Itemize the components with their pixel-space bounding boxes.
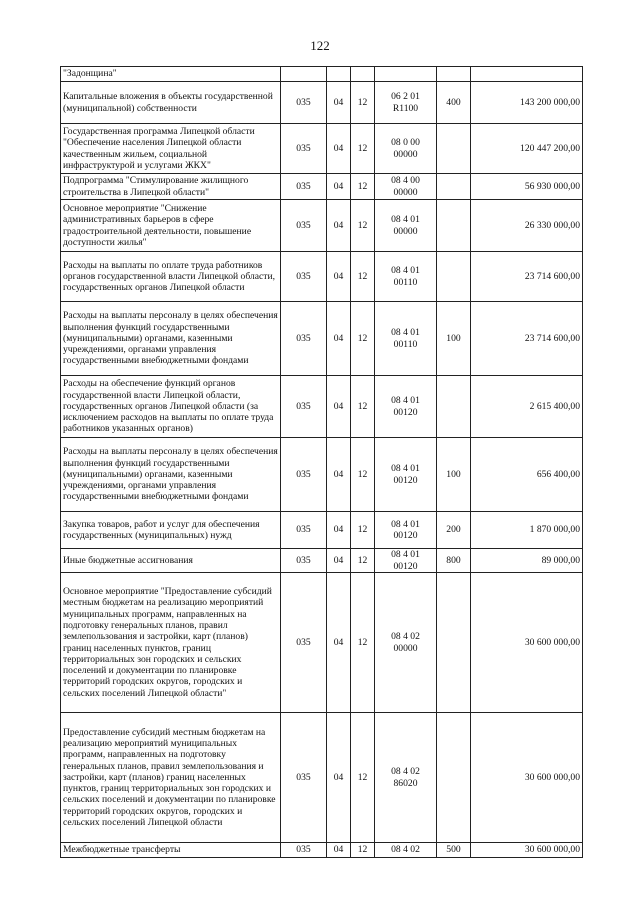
target-article-code-cell — [375, 302, 437, 376]
target-article-code-cell — [375, 124, 437, 174]
expense-type-cell — [437, 200, 471, 252]
row-name-cell: Капитальные вложения в объекты государственной (муниципальной) собственности — [61, 82, 281, 124]
amount-cell: 26 330 000,00 — [471, 200, 583, 252]
target-article-code-cell — [375, 713, 437, 843]
expense-type-cell — [437, 174, 471, 200]
section-code-cell: 04 — [327, 82, 351, 124]
table-row — [61, 438, 583, 512]
ministry-code-cell: 035 — [281, 302, 327, 376]
section-code-cell: 04 — [327, 573, 351, 713]
target-article-code-line: 00110 — [393, 276, 418, 288]
table-row — [61, 82, 583, 124]
ministry-code-cell: 035 — [281, 843, 327, 858]
target-article-code-line: 00000 — [393, 225, 418, 237]
target-article-code-line: 00120 — [393, 530, 418, 541]
target-article-code-line: 08 4 00 — [391, 175, 420, 186]
amount-cell: 143 200 000,00 — [471, 82, 583, 124]
expense-type-cell — [437, 573, 471, 713]
ministry-code-cell: 035 — [281, 549, 327, 573]
target-article-code-line: 06 2 01 — [391, 91, 420, 102]
ministry-code-cell: 035 — [281, 438, 327, 512]
subsection-code-cell: 12 — [351, 713, 375, 843]
target-article-code-line: 08 4 01 — [391, 214, 420, 225]
row-name-cell: "Задонщина" — [61, 67, 281, 82]
row-name-cell: Основное мероприятие "Снижение административных барьеров в сфере градостроительной деятельности, повышение доступности жилья" — [61, 200, 281, 252]
target-article-code-cell — [375, 512, 437, 549]
target-article-code-line: 00000 — [393, 642, 418, 654]
ministry-code-cell: 035 — [281, 252, 327, 302]
target-article-code-line: 08 4 02 — [391, 844, 420, 856]
expense-type-cell: 800 — [437, 549, 471, 573]
target-article-code-line: 86020 — [393, 777, 418, 789]
section-code-cell: 04 — [327, 843, 351, 858]
section-code-cell: 04 — [327, 200, 351, 252]
budget-table-body — [61, 67, 583, 858]
expense-type-cell: 100 — [437, 302, 471, 376]
target-article-code-line: R1100 — [392, 102, 419, 114]
target-article-code-line: 00000 — [393, 148, 418, 160]
section-code-cell: 04 — [327, 252, 351, 302]
amount-cell: 2 615 400,00 — [471, 376, 583, 438]
expense-type-cell: 400 — [437, 82, 471, 124]
ministry-code-cell: 035 — [281, 82, 327, 124]
ministry-code-cell: 035 — [281, 174, 327, 200]
amount-cell: 30 600 000,00 — [471, 843, 583, 858]
amount-cell: 30 600 000,00 — [471, 713, 583, 843]
table-row — [61, 200, 583, 252]
amount-cell: 23 714 600,00 — [471, 302, 583, 376]
target-article-code-cell — [375, 252, 437, 302]
target-article-code-cell — [375, 174, 437, 200]
expense-type-cell — [437, 67, 471, 82]
table-row — [61, 549, 583, 573]
amount-cell: 656 400,00 — [471, 438, 583, 512]
expense-type-cell — [437, 124, 471, 174]
section-code-cell: 04 — [327, 124, 351, 174]
target-article-code-line: 08 4 01 — [391, 327, 420, 338]
target-article-code-line: 00110 — [393, 338, 418, 350]
ministry-code-cell: 035 — [281, 200, 327, 252]
table-row — [61, 302, 583, 376]
table-row — [61, 713, 583, 843]
target-article-code-line: 00120 — [393, 406, 418, 418]
amount-cell — [471, 67, 583, 82]
subsection-code-cell: 12 — [351, 438, 375, 512]
table-row — [61, 174, 583, 200]
ministry-code-cell — [281, 67, 327, 82]
section-code-cell: 04 — [327, 713, 351, 843]
ministry-code-cell: 035 — [281, 376, 327, 438]
target-article-code-cell — [375, 376, 437, 438]
row-name-cell: Государственная программа Липецкой области "Обеспечение населения Липецкой области качественным жильем, социальной инфраструктурой и услугами ЖКХ" — [61, 124, 281, 174]
amount-cell: 56 930 000,00 — [471, 174, 583, 200]
target-article-code-cell — [375, 438, 437, 512]
expense-type-cell — [437, 713, 471, 843]
ministry-code-cell: 035 — [281, 124, 327, 174]
row-name-cell: Расходы на выплаты по оплате труда работников органов государственной власти Липецкой области, государственных органов Липецкой области — [61, 252, 281, 302]
table-row — [61, 843, 583, 858]
expense-type-cell: 100 — [437, 438, 471, 512]
row-name-cell: Иные бюджетные ассигнования — [61, 549, 281, 573]
section-code-cell: 04 — [327, 438, 351, 512]
ministry-code-cell: 035 — [281, 573, 327, 713]
subsection-code-cell: 12 — [351, 549, 375, 573]
target-article-code-line: 00120 — [393, 560, 418, 572]
page-number: 122 — [310, 38, 330, 53]
row-name-cell: Расходы на обеспечение функций органов государственной власти Липецкой области, государственных органов Липецкой области (за исключением расходов на выплаты по оплате труда работников указанных органов) — [61, 376, 281, 438]
section-code-cell: 04 — [327, 376, 351, 438]
target-article-code-line: 00120 — [393, 474, 418, 486]
section-code-cell: 04 — [327, 174, 351, 200]
target-article-code-line: 08 4 02 — [391, 631, 420, 642]
target-article-code-line: 08 4 01 — [391, 549, 420, 560]
table-row — [61, 573, 583, 713]
target-article-code-line: 08 4 01 — [391, 463, 420, 474]
row-name-cell: Закупка товаров, работ и услуг для обеспечения государственных (муниципальных) нужд — [61, 512, 281, 549]
target-article-code-line: 08 4 01 — [391, 395, 420, 406]
table-row — [61, 376, 583, 438]
subsection-code-cell: 12 — [351, 843, 375, 858]
budget-table — [60, 66, 583, 858]
expense-type-cell: 500 — [437, 843, 471, 858]
table-row — [61, 252, 583, 302]
expense-type-cell — [437, 252, 471, 302]
row-name-cell: Предоставление субсидий местным бюджетам на реализацию мероприятий муниципальных программ, направленных на подготовку генеральных планов, правил землепользования и застройки, карт (планов) границ населенных пунктов, границ территориальных зон городских и сельских поселений и документации по планировке территорий городских округов, городских и сельских поселений Липецкой области — [61, 713, 281, 843]
row-name-cell: Межбюджетные трансферты — [61, 843, 281, 858]
ministry-code-cell: 035 — [281, 713, 327, 843]
target-article-code-line: 00000 — [393, 186, 418, 198]
amount-cell: 120 447 200,00 — [471, 124, 583, 174]
subsection-code-cell: 12 — [351, 200, 375, 252]
section-code-cell: 04 — [327, 549, 351, 573]
amount-cell: 23 714 600,00 — [471, 252, 583, 302]
section-code-cell: 04 — [327, 512, 351, 549]
target-article-code-cell — [375, 82, 437, 124]
table-row — [61, 512, 583, 549]
subsection-code-cell: 12 — [351, 573, 375, 713]
table-row — [61, 67, 583, 82]
subsection-code-cell: 12 — [351, 82, 375, 124]
amount-cell: 89 000,00 — [471, 549, 583, 573]
target-article-code-cell — [375, 549, 437, 573]
subsection-code-cell: 12 — [351, 512, 375, 549]
subsection-code-cell: 12 — [351, 252, 375, 302]
row-name-cell: Расходы на выплаты персоналу в целях обеспечения выполнения функций государственными (муниципальными) органами, казенными учреждениями, органами управления государственными внебюджетными фондами — [61, 438, 281, 512]
target-article-code-cell — [375, 843, 437, 858]
target-article-code-line: 08 4 01 — [391, 518, 420, 530]
target-article-code-cell — [375, 573, 437, 713]
row-name-cell: Расходы на выплаты персоналу в целях обеспечения выполнения функций государственными (муниципальными) органами, казенными учреждениями, органами управления государственными внебюджетными фондами — [61, 302, 281, 376]
table-row — [61, 124, 583, 174]
amount-cell: 30 600 000,00 — [471, 573, 583, 713]
subsection-code-cell: 12 — [351, 302, 375, 376]
row-name-cell: Подпрограмма "Стимулирование жилищного строительства в Липецкой области" — [61, 174, 281, 200]
expense-type-cell — [437, 376, 471, 438]
ministry-code-cell: 035 — [281, 512, 327, 549]
target-article-code-line: 08 4 01 — [391, 265, 420, 276]
subsection-code-cell: 12 — [351, 174, 375, 200]
target-article-code-cell — [375, 67, 437, 82]
subsection-code-cell: 12 — [351, 124, 375, 174]
target-article-code-line: 08 4 02 — [391, 766, 420, 777]
expense-type-cell: 200 — [437, 512, 471, 549]
amount-cell: 1 870 000,00 — [471, 512, 583, 549]
section-code-cell: 04 — [327, 302, 351, 376]
target-article-code-line: 08 0 00 — [391, 137, 420, 148]
target-article-code-cell — [375, 200, 437, 252]
subsection-code-cell — [351, 67, 375, 82]
subsection-code-cell: 12 — [351, 376, 375, 438]
section-code-cell — [327, 67, 351, 82]
row-name-cell: Основное мероприятие "Предоставление субсидий местным бюджетам на реализацию мероприятий муниципальных программ, направленных на подготовку генеральных планов, правил землепользования и застройки, карт (планов) границ населенных пунктов, границ территориальных зон городских и сельских поселений и документации по планировке территорий городских округов, городских и сельских поселений Липецкой области" — [61, 573, 281, 713]
